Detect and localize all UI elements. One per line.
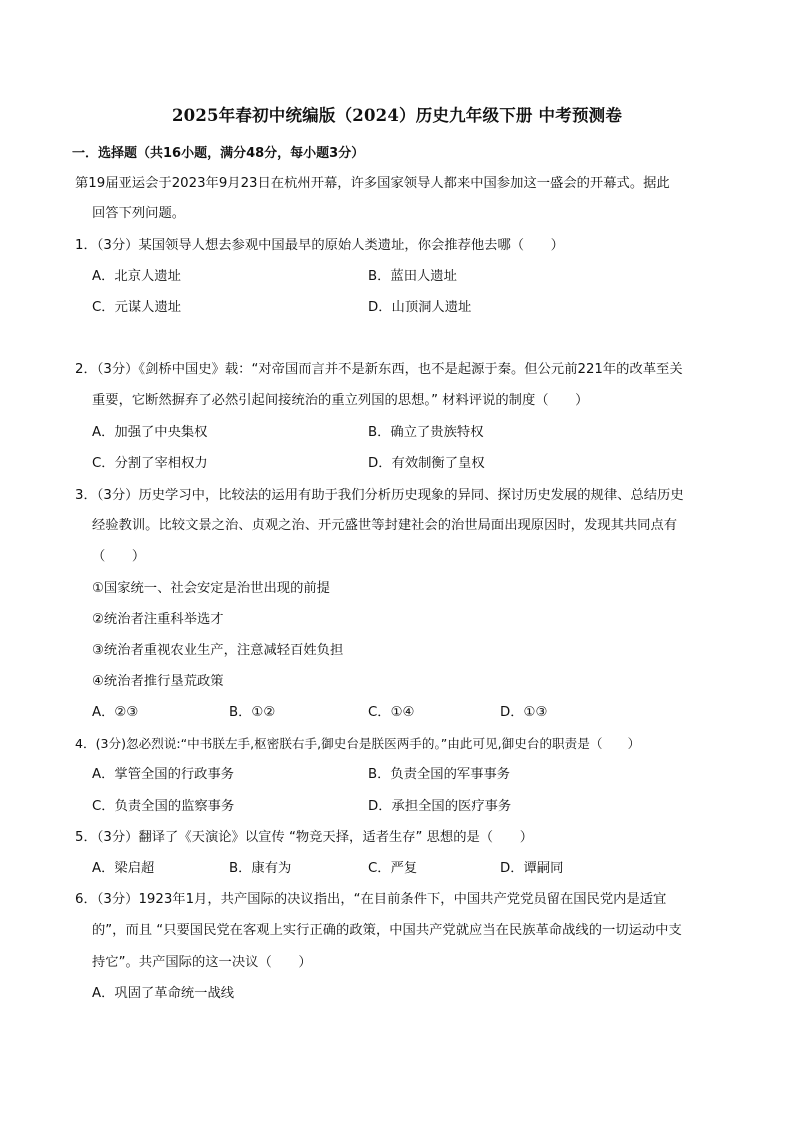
question-3-statement-3: ③统治者重视农业生产，注意减轻百姓负担: [92, 643, 344, 658]
question-3-option-c[interactable]: C．①④: [368, 705, 415, 720]
question-2-line-1: 2．（3分）《剑桥中国史》载：“对帝国而言并不是新东西，也不是起源于秦。但公元前221年的改革至关: [75, 362, 683, 377]
page-title: 2025年春初中统编版（2024）历史九年级下册 中考预测卷: [171, 106, 623, 125]
question-2-option-d[interactable]: D．有效制衡了皇权: [368, 456, 485, 471]
question-1-option-d[interactable]: D．山顶洞人遗址: [368, 300, 472, 315]
question-4-option-b[interactable]: B．负责全国的军事事务: [368, 767, 511, 782]
question-5-option-a[interactable]: A．梁启超: [92, 861, 155, 876]
question-1-stem: 1．（3分）某国领导人想去参观中国最早的原始人类遗址，你会推荐他去哪（ ）: [75, 238, 564, 253]
question-3-statement-2: ②统治者注重科举选才: [92, 612, 224, 627]
question-5-stem: 5．（3分）翻译了《天演论》以宣传 “物竞天择，适者生存” 思想的是（ ）: [75, 830, 533, 845]
question-3-option-b[interactable]: B．①②: [229, 705, 276, 720]
question-1-option-c[interactable]: C．元谋人遗址: [92, 300, 182, 315]
question-2-option-b[interactable]: B．确立了贵族特权: [368, 425, 484, 440]
question-3-line-2: 经验教训。比较文景之治、贞观之治、开元盛世等封建社会的治世局面出现原因时，发现其共同点有: [92, 518, 678, 533]
question-5-option-b[interactable]: B．康有为: [229, 861, 292, 876]
question-2-option-a[interactable]: A．加强了中央集权: [92, 425, 208, 440]
question-4-option-d[interactable]: D．承担全国的医疗事务: [368, 799, 512, 814]
question-3-option-a[interactable]: A．②③: [92, 705, 139, 720]
question-3-statement-4: ④统治者推行垦荒政策: [92, 674, 224, 689]
question-2-line-2: 重要，它断然摒弃了必然引起间接统治的重立列国的思想。” 材料评说的制度（ ）: [92, 393, 589, 408]
question-6-line-3: 持它”。共产国际的这一决议（ ）: [92, 955, 312, 970]
question-6-line-1: 6．（3分）1923年1月，共产国际的决议指出，“在目前条件下，中国共产党党员留在国民党内是适宜: [75, 892, 667, 907]
question-2-option-c[interactable]: C．分割了宰相权力: [92, 456, 208, 471]
question-3-line-3: （ ）: [92, 549, 146, 564]
question-5-option-c[interactable]: C．严复: [368, 861, 418, 876]
section-heading: 一．选择题（共16小题，满分48分，每小题3分）: [72, 146, 365, 161]
question-3-line-1: 3．（3分）历史学习中，比较法的运用有助于我们分析历史现象的异同、探讨历史发展的规律、总结历史: [75, 488, 684, 503]
question-5-option-d[interactable]: D．谭嗣同: [500, 861, 564, 876]
intro-line-1: 第19届亚运会于2023年9月23日在杭州开幕，许多国家领导人都来中国参加这一盛会的开幕式。据此: [75, 176, 670, 191]
question-1-option-a[interactable]: A．北京人遗址: [92, 269, 181, 284]
question-4-option-a[interactable]: A．掌管全国的行政事务: [92, 767, 235, 782]
question-1-option-b[interactable]: B．蓝田人遗址: [368, 269, 457, 284]
question-3-statement-1: ①国家统一、社会安定是治世出现的前提: [92, 581, 330, 596]
question-4-stem: 4．(3分)忽必烈说:“中书朕左手,枢密朕右手,御史台是朕医两手的。”由此可见,御史台的职责是（ ）: [75, 736, 641, 751]
question-6-option-a[interactable]: A．巩固了革命统一战线: [92, 986, 235, 1001]
question-3-option-d[interactable]: D．①③: [500, 705, 548, 720]
intro-line-2: 回答下列问题。: [92, 206, 186, 221]
question-6-line-2: 的”，而且 “只要国民党在客观上实行正确的政策，中国共产党就应当在民族革命战线的一切运动中支: [92, 923, 682, 938]
question-4-option-c[interactable]: C．负责全国的监察事务: [92, 799, 235, 814]
